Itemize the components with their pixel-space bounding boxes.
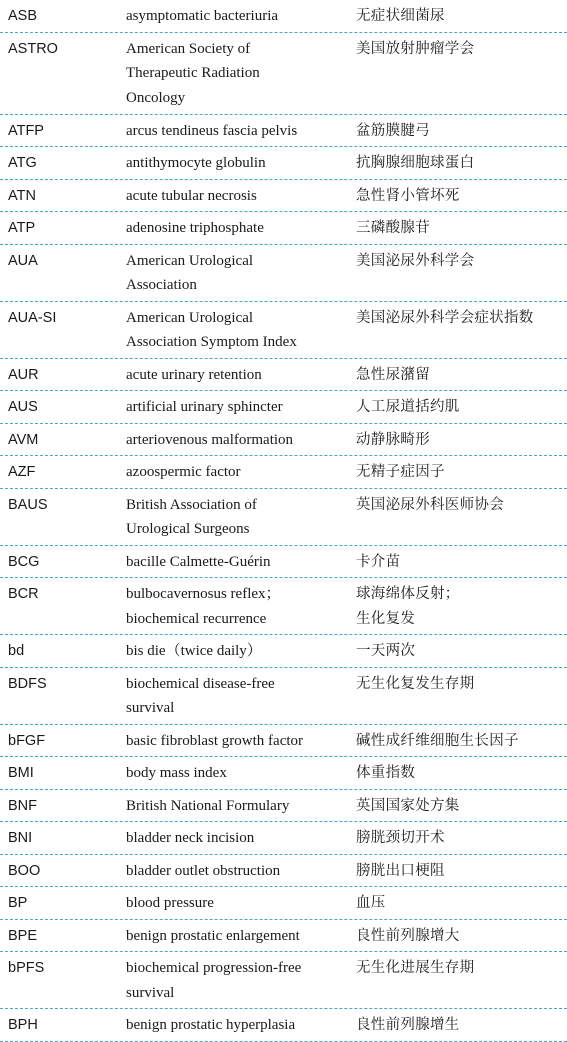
table-row [0,245,567,302]
english-term-cell: bladder outlet obstruction [126,862,281,879]
chinese-term-cell: 英国泌尿外科医师协会 [356,496,504,513]
abbreviation-cell: BMI [8,765,34,781]
table-row [0,952,567,1009]
abbreviation-cell: BPH [8,1017,38,1033]
english-term-cell: benign prostatic hyperplasia [126,1017,296,1033]
abbreviation-cell: BCR [8,586,39,602]
abbreviation-cell: BNF [8,797,37,814]
table-row [0,790,567,823]
table-row [0,1009,567,1042]
english-term-cell: biochemical progression-free survival [126,960,302,1001]
abbreviation-cell: BAUS [8,496,48,513]
table-row [0,359,567,392]
table-row [0,725,567,758]
abbreviation-cell: ASTRO [8,40,58,57]
chinese-term-cell: 球海绵体反射； 生化复发 [356,586,460,627]
abbreviation-cell: AUR [8,366,39,383]
chinese-term-cell: 膀胱出口梗阻 [356,862,445,879]
table-row [0,578,567,635]
abbreviation-cell: ATFP [8,122,44,139]
table-row [0,668,567,725]
table-row [0,456,567,489]
abbreviation-cell: ATN [8,187,36,204]
abbreviation-cell: BCG [8,553,40,570]
abbreviation-cell: bPFS [8,960,45,976]
table-row [0,424,567,457]
english-term-cell: American Urological Association Symptom Index [126,309,297,350]
chinese-term-cell: 体重指数 [356,765,416,781]
chinese-term-cell: 抗胸腺细胞球蛋白 [356,155,475,171]
table-row [0,115,567,148]
english-term-cell: acute urinary retention [126,366,262,383]
table-row [0,822,567,855]
english-term-cell: British Association of Urological Surgeons [126,496,257,537]
table-row [0,302,567,359]
english-term-cell: acute tubular necrosis [126,187,257,204]
table-row [0,635,567,668]
abbreviation-cell: BPE [8,927,38,944]
abbreviation-cell: bd [8,643,25,659]
english-term-cell: azoospermic factor [126,464,241,480]
english-term-cell: adenosine triphosphate [126,220,264,236]
chinese-term-cell: 无精子症因子 [356,464,445,480]
chinese-term-cell: 膀胱颈切开术 [356,830,445,846]
chinese-term-cell: 卡介苗 [356,553,401,570]
table-row [0,212,567,245]
abbreviation-cell: ATP [8,220,36,236]
english-term-cell: artificial urinary sphincter [126,399,283,415]
table-row [0,757,567,790]
table-row [0,147,567,180]
abbreviation-cell: AVM [8,431,39,448]
chinese-term-cell: 急性尿潴留 [356,366,430,383]
chinese-term-cell: 动静脉畸形 [356,431,430,448]
chinese-term-cell: 三磷酸腺苷 [356,220,430,236]
table-row [0,855,567,888]
english-term-cell: arteriovenous malformation [126,431,294,448]
english-term-cell: British National Formulary [126,797,290,814]
chinese-term-cell: 美国泌尿外科学会症状指数 [356,309,534,326]
english-term-cell: bacille Calmette-Guérin [126,553,271,570]
table-row [0,920,567,953]
abbreviation-cell: AUA [8,252,38,269]
abbreviation-cell: BNI [8,830,33,846]
table-row [0,546,567,579]
abbreviation-cell: BOO [8,862,41,879]
chinese-term-cell: 英国国家处方集 [356,797,460,814]
chinese-term-cell: 人工尿道括约肌 [356,399,460,415]
abbreviation-cell: BDFS [8,675,47,692]
chinese-term-cell: 一天两次 [356,643,416,659]
abbreviation-cell: bFGF [8,732,46,749]
chinese-term-cell: 血压 [356,895,386,911]
english-term-cell: basic fibroblast growth factor [126,732,304,749]
english-term-cell: antithymocyte globulin [126,155,266,171]
chinese-term-cell: 美国泌尿外科学会 [356,252,475,269]
chinese-term-cell: 良性前列腺增大 [356,927,460,944]
english-term-cell: bladder neck incision [126,830,255,846]
abbreviation-cell: AUS [8,399,38,415]
english-term-cell: blood pressure [126,895,214,911]
chinese-term-cell: 良性前列腺增生 [356,1017,460,1033]
abbreviation-cell: BP [8,895,28,911]
english-term-cell: asymptomatic bacteriuria [126,8,279,24]
english-term-cell: arcus tendineus fascia pelvis [126,122,298,139]
chinese-term-cell: 无生化复发生存期 [356,675,475,692]
table-row [0,887,567,920]
chinese-term-cell: 无生化进展生存期 [356,960,475,976]
abbreviation-cell: AZF [8,464,36,480]
chinese-term-cell: 急性肾小管坏死 [356,187,460,204]
english-term-cell: American Society of Therapeutic Radiation Oncology [126,40,260,106]
english-term-cell: benign prostatic enlargement [126,927,300,944]
abbreviation-cell: AUA-SI [8,309,57,326]
chinese-term-cell: 美国放射肿瘤学会 [356,40,475,57]
abbreviation-cell: ATG [8,155,37,171]
english-term-cell: bis die（twice daily） [126,643,262,659]
chinese-term-cell: 盆筋膜腱弓 [356,122,430,139]
english-term-cell: bulbocavernosus reflex； biochemical recurrence [126,586,281,627]
table-row [0,489,567,546]
table-row [0,180,567,213]
table-row [0,0,567,33]
chinese-term-cell: 碱性成纤维细胞生长因子 [356,732,519,749]
table-row [0,391,567,424]
abbreviation-cell: ASB [8,8,38,24]
english-term-cell: biochemical disease-free survival [126,675,275,716]
english-term-cell: American Urological Association [126,252,254,293]
english-term-cell: body mass index [126,765,227,781]
table-row [0,33,567,115]
chinese-term-cell: 无症状细菌尿 [356,8,445,24]
